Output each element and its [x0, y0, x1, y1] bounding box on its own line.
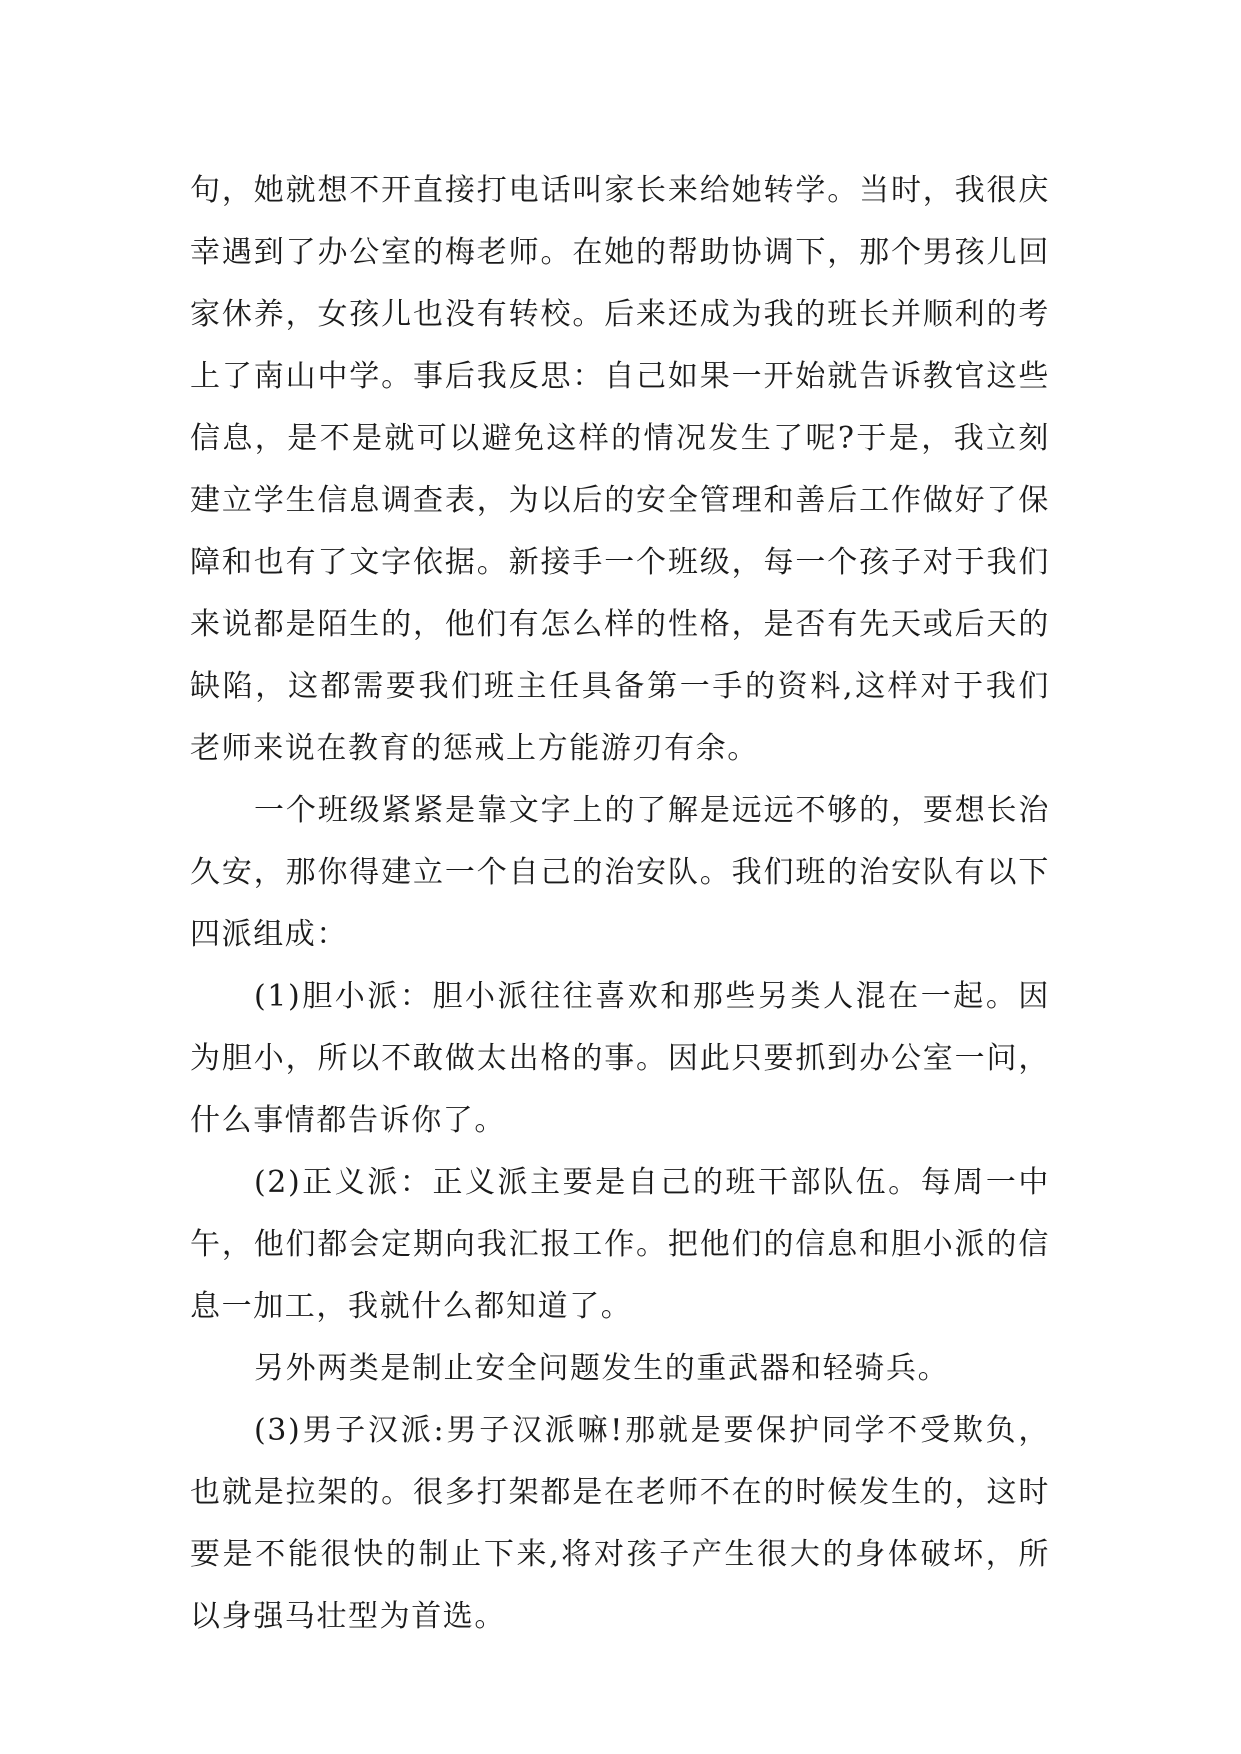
paragraph-other-two-types: 另外两类是制止安全问题发生的重武器和轻骑兵。	[254, 1351, 950, 1386]
paragraph-security-team: 一个班级紧紧是靠文字上的了解是远远不够的，要想长治久安，那你得建立一个自己的治安队。我们班的治安队有以下四派组成：	[190, 793, 1050, 952]
document-body	[190, 160, 1050, 1648]
paragraph-manly-group: (3)男子汉派:男子汉派嘛!那就是要保护同学不受欺负，也就是拉架的。很多打架都是在老师不在的时候发生的，这时要是不能很快的制止下来,将对孩子产生很大的身体破坏，所以身强马壮型为首选。	[190, 1413, 1050, 1634]
paragraph-justice-group: (2)正义派：正义派主要是自己的班干部队伍。每周一中午，他们都会定期向我汇报工作。把他们的信息和胆小派的信息一加工，我就什么都知道了。	[190, 1165, 1050, 1324]
paragraph-continuation: 句，她就想不开直接打电话叫家长来给她转学。当时，我很庆幸遇到了办公室的梅老师。在她的帮助协调下，那个男孩儿回家休养，女孩儿也没有转校。后来还成为我的班长并顺利的考上了南山中学。事后我反思：自己如果一开始就告诉教官这些信息，是不是就可以避免这样的情况发生了呢?于是，我立刻建立学生信息调查表，为以后的安全管理和善后工作做好了保障和也有了文字依据。新接手一个班级，每一个孩子对于我们来说都是陌生的，他们有怎么样的性格，是否有先天或后天的缺陷，这都需要我们班主任具备第一手的资料,这样对于我们老师来说在教育的惩戒上方能游刃有余。	[190, 173, 1050, 766]
paragraph-timid-group: (1)胆小派：胆小派往往喜欢和那些另类人混在一起。因为胆小，所以不敢做太出格的事。因此只要抓到办公室一问，什么事情都告诉你了。	[190, 979, 1050, 1138]
